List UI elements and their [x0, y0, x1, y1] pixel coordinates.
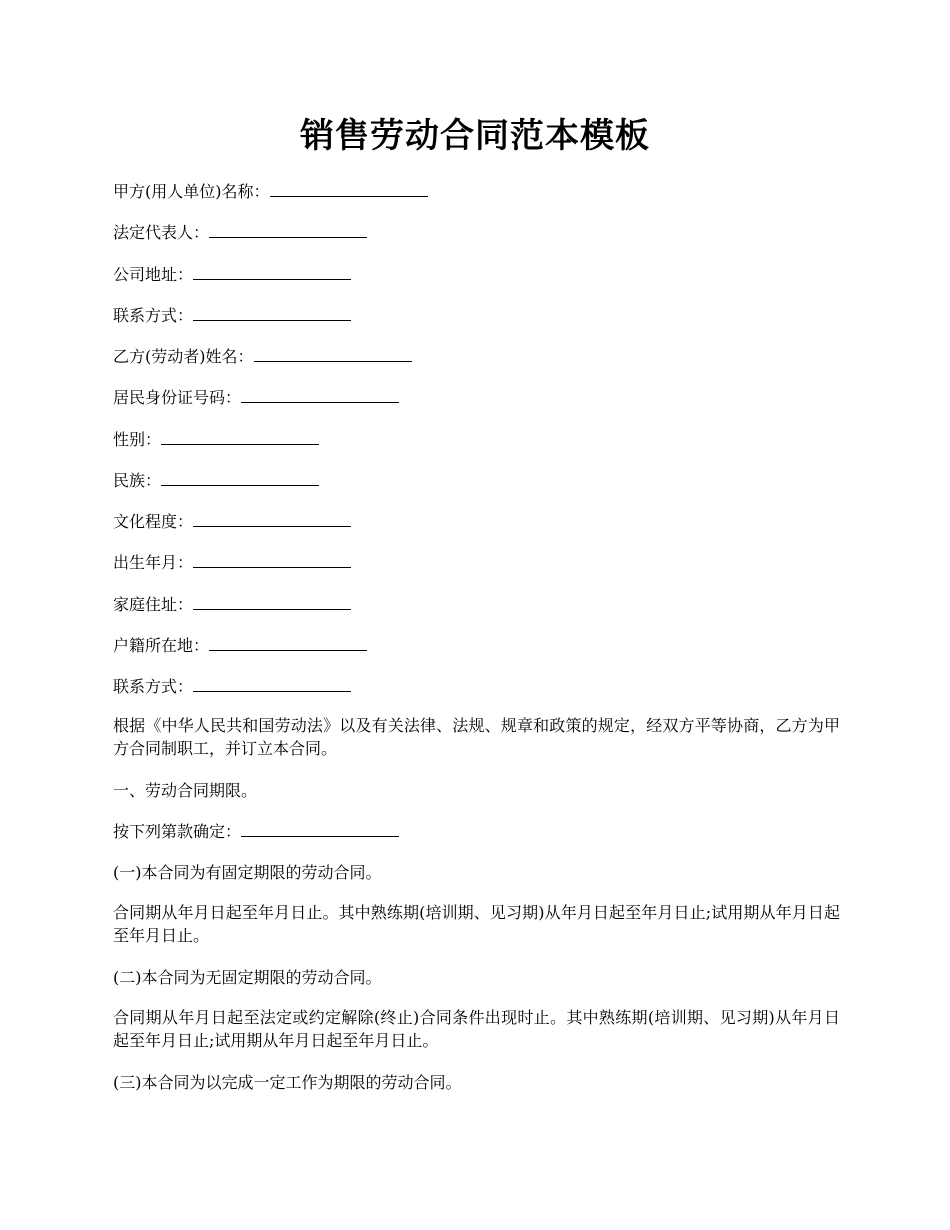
field-label: 家庭住址：: [113, 594, 194, 614]
field-label: 联系方式：: [113, 305, 194, 325]
field-employee-contact: [113, 674, 843, 715]
field-employer-name: [113, 179, 843, 220]
field-birth-date: [113, 550, 843, 591]
document-title: 销售劳动合同范本模板: [300, 116, 650, 156]
clause-heading: (一)本合同为有固定期限的劳动合同。: [113, 863, 382, 882]
field-label: 联系方式：: [113, 677, 194, 696]
field-id-number: [113, 385, 843, 426]
blank-line: [193, 263, 351, 280]
blank-line: [193, 675, 351, 692]
field-ethnicity: [113, 468, 843, 509]
field-label: 文化程度：: [113, 512, 194, 531]
blank-line: [241, 386, 399, 403]
blank-line: [241, 820, 399, 837]
blank-line: [193, 304, 351, 321]
clause-heading: (三)本合同为以完成一定工作为期限的劳动合同。: [113, 1073, 462, 1092]
blank-line: [193, 551, 351, 568]
field-label: 出生年月：: [113, 553, 194, 573]
field-legal-representative: [113, 220, 843, 261]
field-label: 公司地址：: [113, 264, 194, 284]
field-employee-name: [113, 344, 843, 385]
clause-text: 合同期从年月日起至法定或约定解除(终止)合同条件出现时止。其中熟练期(培训期、见习期)从年月日起至年月日止;试用期从年月日起至年月日止。: [113, 1008, 840, 1050]
determine-label: 按下列第款确定：: [113, 822, 242, 841]
blank-line: [161, 469, 319, 486]
clause-text: 合同期从年月日起至年月日止。其中熟练期(培训期、见习期)从年月日起至年月日止;试用期从年月日起至年月日止。: [113, 903, 840, 945]
field-label: 民族：: [113, 470, 162, 490]
blank-line: [161, 428, 319, 445]
blank-line: [209, 221, 367, 238]
field-label: 法定代表人：: [113, 223, 210, 243]
field-employer-contact: [113, 303, 843, 344]
blank-line: [209, 634, 367, 651]
field-label: 居民身份证号码：: [113, 388, 242, 408]
clause-heading: (二)本合同为无固定期限的劳动合同。: [113, 968, 382, 987]
field-label: 乙方(劳动者)姓名：: [113, 347, 254, 366]
field-label: 性别：: [113, 429, 162, 449]
field-household-registration: [113, 633, 843, 674]
blank-line: [193, 593, 351, 610]
field-home-address: [113, 592, 843, 633]
party-info-fields: [113, 179, 843, 715]
determine-clause: [113, 819, 840, 845]
blank-line: [254, 345, 412, 362]
field-gender: [113, 427, 843, 468]
contract-body: [113, 714, 840, 1111]
intro-paragraph: 根据《中华人民共和国劳动法》以及有关法律、法规、规章和政策的规定，经双方平等协商，乙方为甲方合同制职工，并订立本合同。: [113, 716, 840, 758]
section-heading: 一、劳动合同期限。: [113, 781, 258, 800]
field-label: 甲方(用人单位)名称：: [113, 182, 270, 201]
blank-line: [193, 510, 351, 527]
field-company-address: [113, 262, 843, 303]
blank-line: [270, 180, 428, 197]
field-education: [113, 509, 843, 550]
field-label: 户籍所在地：: [113, 635, 210, 655]
